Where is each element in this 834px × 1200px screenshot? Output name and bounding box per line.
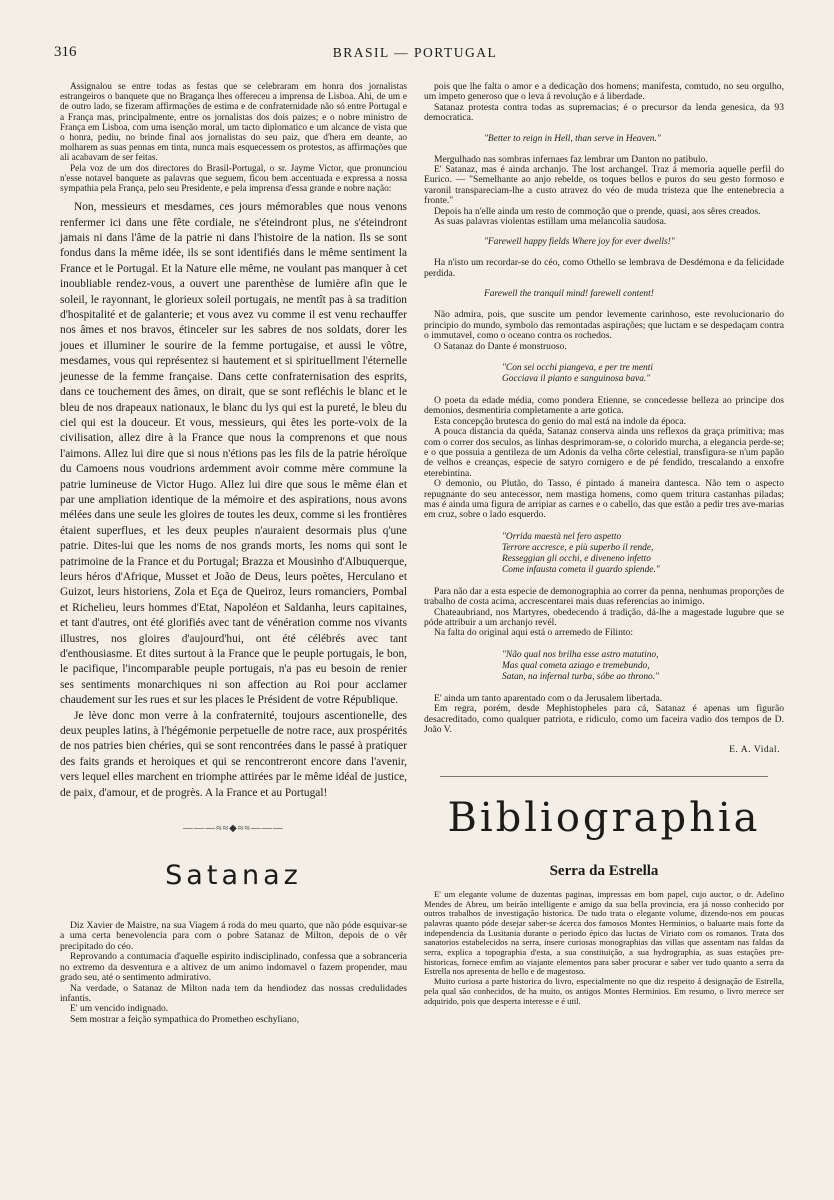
page-header [54,44,776,64]
verse-line: Mas qual cometa aziago e tremebundo, [502,660,650,671]
verse-line: "Con sei occhi piangeva, e per tre menti [502,362,653,373]
review-paragraph: Muito curiosa a parte historica do livro, especialmente no que diz respeito á designação de Estrella, pela qual são conhecidos, de ha muito, os antigos Montes Herminios. Em resumo, o livro merece ser adquirido, pois que desperta interesse e é util. [424,976,784,1006]
quote-filinto [502,650,784,683]
article-paragraph: pois que lhe falta o amor e a dedicação dos homens; manifesta, comtudo, no seu orgulho, um impeto generoso que o leva á revolução e á liberdade. [424,81,784,103]
article-paragraph: Para não dar a esta especie de demonographia ao correr da penna, nenhumas proporções de trabalho de costa acima, accrescentarei mais duas referencias ao inimigo. [424,585,784,608]
article-paragraph: O Satanaz do Dante é monstruoso. [434,340,567,352]
right-column [424,82,784,1006]
verse-line: "Orrida maestà nel fero aspetto [502,531,622,542]
review-paragraph: E' um elegante volume de duzentas paginas, impressas em bom papel, cujo auctor, o dr. Adelino Mendes de Abreu, um beirão intelligente e amigo da sua bella provincia, era já nosso conhecido por outros trabalhos de investigação historica. De tudo trata o elegante volume, dizendo-nos em poucas palavras quanto póde desejar saber-se ácerca dos famosos Montes Herminios, o baluarte mais forte da independencia da Lusitania durante o periodo épico das luctas de Viriato com os romanos. Trata dos sanatorios estabelecidos na serra, insere curiosas monographias das villas que assentam nas faldas da serra, explica a topographia d'esta, a sua constituição, a sua hydrographia, as suas estações pre-historicas, fornece emfim ao viajante elementos para saber procurar e saber ver tudo quanto a serra da Estrella nos apresenta de bello e de magestoso. [424,888,784,977]
satanaz-title: Satanaz [165,860,302,892]
section-rule [440,776,768,777]
article-paragraph: Depois ha n'elle ainda um resto de commoção que o prende, quasi, aos sêres creados. [434,205,761,217]
verse-line: Come infausta cometa il guardo splende." [502,564,660,575]
verse-line: "Não qual nos brilha esse astro matutino, [502,649,659,660]
article-paragraph: O poeta da edade média, como pondera Etienne, se concedesse belleza ao principe dos demonios, desmentiria completamente a arte gotica. [424,394,784,417]
article-paragraph: Mergulhado nas sombras infernaes faz lembrar um Danton no patibulo. [434,153,708,165]
divider-ornament: ———≈≈◆≈≈——— [183,823,284,835]
article-paragraph: Esta concepção brutesca do genio do mal está na indole da época. [434,415,686,427]
article-paragraph: Na verdade, o Satanaz de Milton nada tem da hendiodez das nossas credulidades infantis. [60,982,407,1004]
book-title: Serra da Estrella [549,862,659,879]
article-paragraph: E' um vencido indignado. [70,1003,169,1015]
verse-line: Resseggian gli occhi, e diveneno infetto [502,553,651,564]
speech-paragraph: Je lève donc mon verre à la confraternité, toujours ascentionelle, des deux peuples latins, à l'hégémonie perpetuelle de notre race, aux prospérités de nos patries bien chéries, qui se sont rencontrées dans le passé à pratiquer des faits grands et heroiques et qui se rencontreront encore dans l'avenir, vers lequel elles marchent en triomphe attirées par le même idéal de justice, de paix, d'amour, et de progrès. A la France et au Portugal! [60,709,407,799]
intro-paragraph: Pela voz de um dos directores do Brasil-Portugal, o sr. Jayme Victor, que pronunciou n'esse notavel banquete as palavras que seguem, ficou bem accentuada e expressa a nossa sympathia pela França, pelo seu Presidente, e pela imprensa d'essa grande e nobre nação: [60,163,407,195]
quote-dante [502,363,784,385]
article-paragraph: Reprovando a contumacia d'aquelle espirito indisciplinado, confessa que a sobranceria no extremo da desventura e a altivez de um animo indomavel o fazem propender, mau grado seu, até o sentimento admirativo. [60,951,407,984]
article-paragraph: Sem mostrar a feição sympathica do Prometheo eschyliano, [70,1013,300,1025]
verse-line: Satan, na infernal turba, sóbe ao throno." [502,671,659,682]
intro-section [60,82,407,194]
quote-milton: "Better to reign in Hell, than serve in Heaven." [484,133,661,144]
left-column [60,82,407,1025]
quote-farewell: "Farewell happy fields Where joy for ever dwells!" [484,237,675,248]
verse-line: Gocciava il pianto e sanguinosa bava." [502,373,651,384]
article-paragraph: A pouca distancia da quéda, Satanaz conserva ainda uns reflexos da graça primitiva; mas com o correr dos seculos, as linhas desprimoram-se, o colorido murcha, a elegancia perde-se; e o que possuia a gentileza de um Adonis da velha côrte celestial, transfigura-se n'um papão de velhos e creanças, especie de satyro cornigero e de pé fendido, trescalando a enxofre eterebintina. [424,426,784,479]
article-paragraph: Ha n'isto um recordar-se do céo, como Othello se lembrava de Desdémona e da felicidade perdida. [424,257,784,279]
article-paragraph: E' ainda um tanto aparentado com o da Jerusalem libertada. [434,692,663,704]
bibliographia-title: Bibliographia [447,794,761,841]
page-number: 316 [54,44,77,60]
quote-othello: Farewell the tranquil mind! farewell content! [484,289,654,300]
satanaz-article-continued [424,82,784,756]
running-title: BRASIL — PORTUGAL [332,45,498,60]
speech-paragraph: Non, messieurs et mesdames, ces jours mémorables que nous venons renfermer ici dans une fête cordiale, ne s'éteindront plus, ne s'éteindront jamais ni dans l'âme de la patrie ni dans l'histoire de la nation. Ils se sont fondus dans la même idée, ils se sont identifiés dans le même sentiment la France et le Portugal. Et la Nature elle même, ne voulant pas manquer à cet inoubliable rendez-vous, a ouvert une parenthèse de lumière afin que le soleil, le rayonnant, le glorieux soleil portugais, ne mentît pas à sa tradition d'hospitalité et de galanterie; et vous avez vu comme il est venu rechauffer nos âmes et nos bravos, étinceler sur les sabres de nos soldats, dorer les joues et illuminer le sourire de la femme portugaise, et aussi le vôtre, mesdames, vous qui représentez si hautement et si spirituellment l'éternelle jeunesse de la femme française. Dans cette confraternisation des esprits, dans ce touchement des âmes, on dirait, que se sont refléchis le blanc et le bleu de nos drapeaux nationaux, le blanc du lys qui est la pureté, le bleu du ciel qui est la douceur. Et vous, messieurs, qui êtes les porte-voix de la civilisation, allez dire à la France que nous la comprenons et que nous l'aimons. Allez lui dire que si nous n'étions pas les fils de la patrie héroïque du Camoens nous voudrions ardemment avoir comme mère commune la patrie lumineuse de Victor Hugo. Allez lui dire que sous le même élan et par une ampliation identique de la mémoire et des aspirations, nous avons mélées dans une seule les gloires de toutes les deux, comme si les frontières étaient superflues, et les deux peuples n'auraient desormais plus q'une patrie. Dites-lui que les noms de nos grands morts, les noms qui sont le patrimoine de la France et du Portugal; Brazza et Mousinho d'Albuquerque, leurs héros d'Afrique, Musset et João de Deus, leurs poètes, Herculano et Guizot, leurs historiens, Zola et Eça de Queiroz, leurs romanciers, Pombal et Richelieu, leurs hommes d'Etat, Napoléon et Saldanha, leurs capitaines, et tant d'autres, ont été glorifiés avec tant de vénération comme nos vivants illustres, nos gloires d'aujourd'hui, ont été célébrés avec tant d'enthousiasme. Et dites surtout à la France que le peuple portugais, le bon, le pacifique, l'incomparable peuple portugais, n'a pas eu besoin de renier ses sentiments monarchiques ni son affection au Roi pour acclamer chaudement sur les rues et sur les places le Président de votre République. [60,201,407,707]
article-paragraph: Satanaz protesta contra todas as supremacias; é o precursor da lenda genesica, da 93 democratica. [424,101,784,124]
french-speech [60,200,407,801]
article-paragraph: Não admira, pois, que suscite um pendor levemente carinhoso, este revolucionario do principio do mundo, symbolo das remontadas aspirações; que luctam e se despedaçam contra o immutavel, como o oceano contra os rochedos. [424,309,784,342]
article-paragraph: Chateaubriand, nos Martyres, obedecendo á tradição, dá-lhe a magestade lugubre que se póde attribuir a um archanjo revél. [424,606,784,628]
article-paragraph: Na falta do original aqui está o arremedo de Filinto: [434,627,634,639]
quote-tasso [502,532,784,576]
intro-paragraph: Assignalou se entre todas as festas que se celebraram em honra dos jornalistas estrangeiros o banquete que no Bragança lhes offereceu a imprensa de Lisboa. Ahi, de um e de outro lado, se fizeram affirmações de estima e de confraternidade não só entre Portugal e a França mas, principalmente, entre os jornalistas dos dois paizes; e o nobre ministro de França em Lisboa, com uma isenção moral, um tacto diplomatico e um alcance de vista que o honra, pediu, no brinde final aos jornalistas do seu paiz, que d'hera em deante, ao molharem as suas pennas em tinta, nunca mais esquecessem os protestos, as affirmações que ali acabavam de ser feitas. [60,82,407,164]
verse-line: Terrore accresce, e più superbo il rende, [502,542,654,553]
author-signature: E. A. Vidal. [729,744,780,756]
article-paragraph: O demonio, ou Plutão, do Tasso, é pintado á maneira dantesca. Não tem o aspecto repugnante do seu antecessor, nem mastiga homens, como quem tritura castanhas piladas; mas é ainda uma figura de arripiar as carnes e o cabello, das que estão a pedir tres ave-marias em cruz, sobre o lado esquerdo. [424,478,784,521]
book-review [424,890,784,1006]
article-paragraph: E' Satanaz, mas é ainda archanjo. The lost archangel. Traz á memoria aquelle perfil do Eurico. — "Semelhante ao anjo rebelde, os toques bellos e puros do seu gesto formoso e varonil transpareciam-lhe a custo atravez do véo de muda tristeza que lhe entenebrecia a fronte." [424,164,784,207]
satanaz-article-start [60,921,407,1025]
article-paragraph: Diz Xavier de Maistre, na sua Viagem á roda do meu quarto, que não póde esquivar-se a uma certa benevolencia para com o pobre Satanaz de Milton, depois de o vêr precipitado do céo. [60,920,407,952]
article-paragraph: Em regra, porém, desde Mephistopheles para cá, Satanaz é apenas um figurão desacreditado, como qualquer patriota, e ridiculo, como um faceira vadio dos tempos de D. João V. [424,703,784,736]
article-paragraph: As suas palavras violentas estillam uma melancolia saudosa. [434,216,667,228]
